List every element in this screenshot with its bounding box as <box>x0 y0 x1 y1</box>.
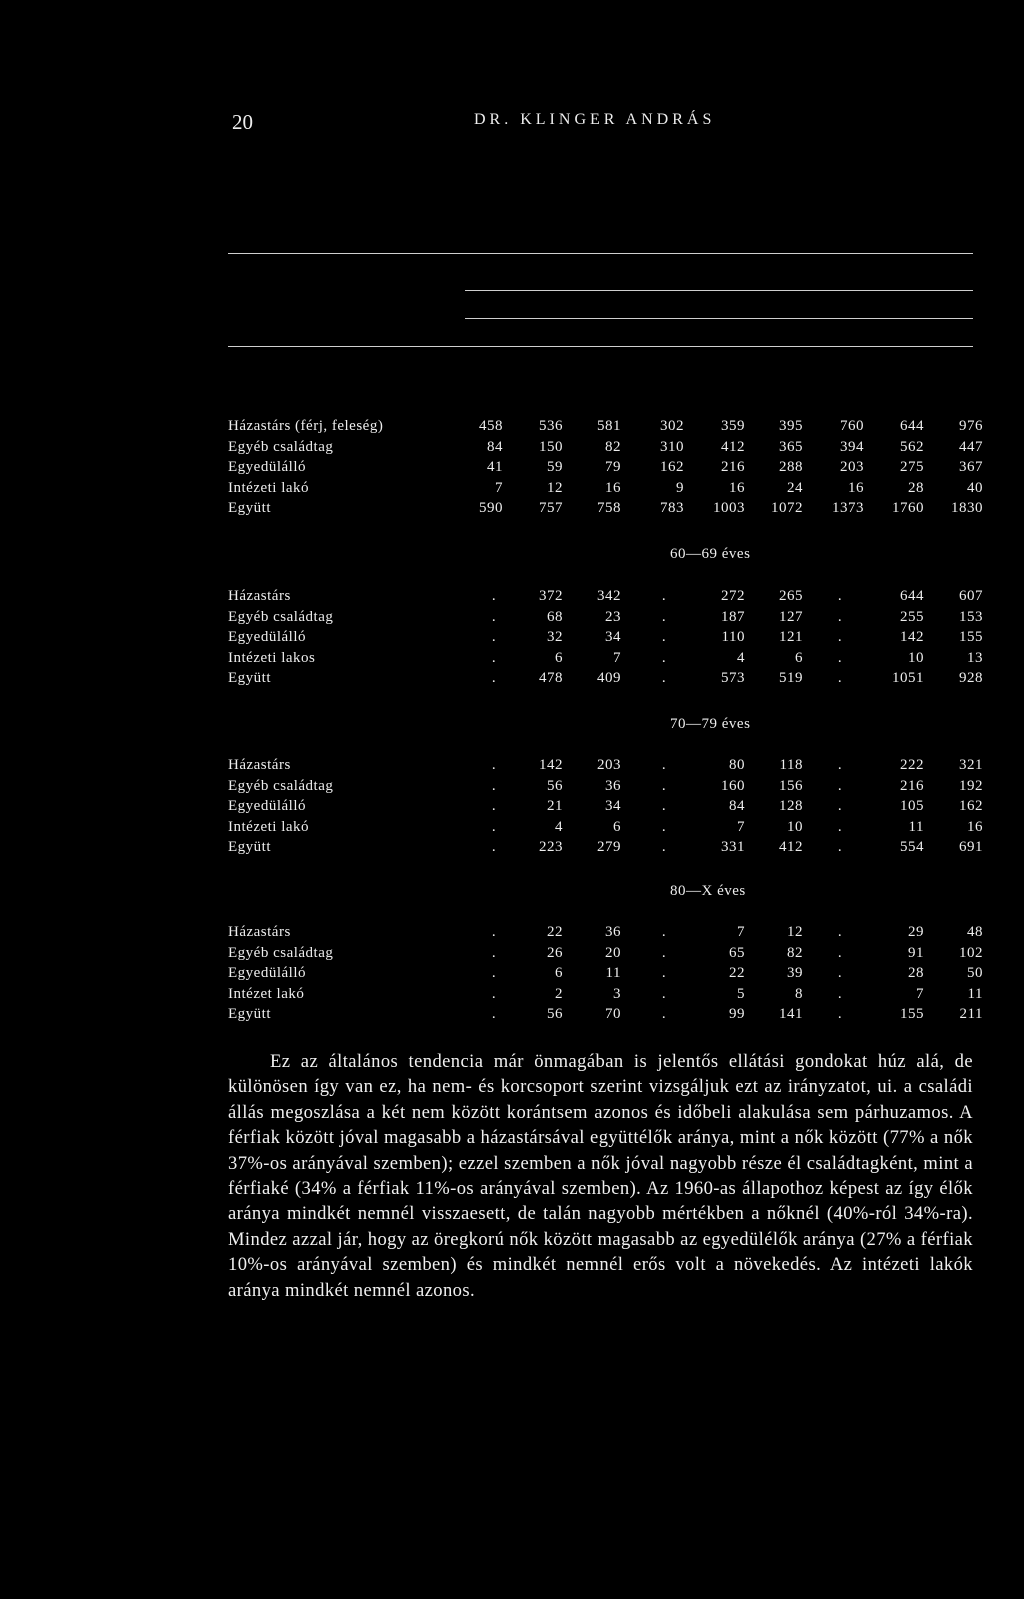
cell-value: 65 <box>729 944 745 961</box>
cell-value: 1072 <box>771 500 803 516</box>
missing-value-dot: . <box>491 1006 497 1022</box>
missing-value-dot: . <box>661 670 667 686</box>
missing-value-dot: . <box>837 798 843 814</box>
body-text <box>228 1049 973 1303</box>
missing-value-dot: . <box>837 944 843 961</box>
cell-value: 7 <box>613 649 621 666</box>
missing-value-dot: . <box>661 985 667 1002</box>
cell-value: 554 <box>900 839 924 855</box>
running-head-author: DR. KLINGER ANDRÁS <box>474 111 716 128</box>
cell-value: 155 <box>900 1006 924 1022</box>
cell-value: 310 <box>660 438 684 455</box>
row-label: Egyedülálló <box>228 459 306 475</box>
missing-value-dot: . <box>837 629 843 645</box>
cell-value: 29 <box>908 924 924 940</box>
cell-value: 3 <box>613 985 621 1002</box>
cell-value: 84 <box>729 798 745 814</box>
cell-value: 16 <box>605 479 621 496</box>
row-label: Intézeti lakos <box>228 649 316 666</box>
cell-value: 395 <box>779 418 803 434</box>
cell-value: 160 <box>721 777 745 794</box>
cell-value: 84 <box>487 438 503 455</box>
table-row <box>0 480 1024 500</box>
missing-value-dot: . <box>661 924 667 940</box>
table-row <box>0 418 1024 438</box>
cell-value: 141 <box>779 1006 803 1022</box>
cell-value: 203 <box>597 757 621 773</box>
cell-value: 458 <box>479 418 503 434</box>
cell-value: 331 <box>721 839 745 855</box>
cell-value: 581 <box>597 418 621 434</box>
cell-value: 211 <box>959 1006 983 1022</box>
cell-value: 192 <box>959 777 983 794</box>
row-label: Intézeti lakó <box>228 818 310 835</box>
cell-value: 34 <box>605 629 621 645</box>
cell-value: 36 <box>605 924 621 940</box>
missing-value-dot: . <box>491 757 497 773</box>
missing-value-dot: . <box>661 588 667 604</box>
cell-value: 155 <box>959 629 983 645</box>
table-row <box>0 588 1024 608</box>
section-title: 70—79 éves <box>670 716 751 732</box>
cell-value: 162 <box>660 459 684 475</box>
body-paragraph: Ez az általános tendencia már önmagában is jelentős ellátási gondokat húz alá, de különösen így van ez, ha nem- és korcsoport szerint vizsgáljuk ezt az irányzatot, ui. a családi állás megoszlása a két nem között korántsem azonos és időbeli alakulása sem párhuzamos. A férfiak között jóval magasabb a házastársával együttélők aránya, mint a nők között (77% a nők 37%-os arányával szemben); ezzel szemben a nők jóval nagyobb része él családtagként, mint a férfiaké (34% a férfiak 11%-os arányával szemben). Az 1960-as állapothoz képest az így élők aránya mindkét nemnél visszaesett, de talán nagyobb mértékben a nőknél (40%-ról 34%-ra). Mindez azzal jár, hogy az öregkorú nők között magasabb az egyedülélők aránya (27% a férfiak 10%-os arányával szemben) és mindkét nemnél erős volt a növekedés. Az intézeti lakók aránya mindkét nemnél azonos. <box>228 1051 973 1301</box>
cell-value: 7 <box>495 479 503 496</box>
cell-value: 1051 <box>892 670 924 686</box>
cell-value: 28 <box>908 965 924 981</box>
missing-value-dot: . <box>661 798 667 814</box>
cell-value: 102 <box>959 944 983 961</box>
cell-value: 68 <box>547 608 563 625</box>
missing-value-dot: . <box>491 777 497 794</box>
missing-value-dot: . <box>661 818 667 835</box>
missing-value-dot: . <box>837 608 843 625</box>
table-row <box>0 819 1024 839</box>
cell-value: 127 <box>779 608 803 625</box>
row-label: Intézeti lakó <box>228 479 310 496</box>
row-label: Házastárs (férj, feleség) <box>228 418 384 434</box>
cell-value: 6 <box>613 818 621 835</box>
cell-value: 26 <box>547 944 563 961</box>
missing-value-dot: . <box>491 670 497 686</box>
cell-value: 187 <box>721 608 745 625</box>
cell-value: 4 <box>555 818 563 835</box>
missing-value-dot: . <box>837 839 843 855</box>
missing-value-dot: . <box>837 924 843 940</box>
cell-value: 321 <box>959 757 983 773</box>
row-label: Egyedülálló <box>228 965 306 981</box>
section-title: 80—X éves <box>670 883 746 899</box>
table-row <box>0 778 1024 798</box>
cell-value: 22 <box>729 965 745 981</box>
cell-value: 7 <box>737 924 745 940</box>
section-title: 60—69 éves <box>670 546 751 562</box>
cell-value: 222 <box>900 757 924 773</box>
missing-value-dot: . <box>837 965 843 981</box>
cell-value: 34 <box>605 798 621 814</box>
cell-value: 7 <box>737 818 745 835</box>
cell-value: 82 <box>605 438 621 455</box>
cell-value: 367 <box>959 459 983 475</box>
cell-value: 928 <box>959 670 983 686</box>
cell-value: 412 <box>721 438 745 455</box>
cell-value: 16 <box>729 479 745 496</box>
cell-value: 519 <box>779 670 803 686</box>
row-label: Házastárs <box>228 588 291 604</box>
missing-value-dot: . <box>661 1006 667 1022</box>
table-row <box>0 839 1024 859</box>
missing-value-dot: . <box>661 944 667 961</box>
cell-value: 7 <box>916 985 924 1002</box>
cell-value: 12 <box>547 479 563 496</box>
row-label: Együtt <box>228 500 271 516</box>
cell-value: 478 <box>539 670 563 686</box>
cell-value: 2 <box>555 985 563 1002</box>
table-row <box>0 798 1024 818</box>
cell-value: 590 <box>479 500 503 516</box>
cell-value: 41 <box>487 459 503 475</box>
cell-value: 10 <box>908 649 924 666</box>
cell-value: 976 <box>959 418 983 434</box>
cell-value: 156 <box>779 777 803 794</box>
cell-value: 757 <box>539 500 563 516</box>
cell-value: 223 <box>539 839 563 855</box>
cell-value: 1830 <box>951 500 983 516</box>
cell-value: 21 <box>547 798 563 814</box>
table-row <box>0 965 1024 985</box>
cell-value: 279 <box>597 839 621 855</box>
missing-value-dot: . <box>491 965 497 981</box>
row-label: Intézet lakó <box>228 985 305 1002</box>
cell-value: 288 <box>779 459 803 475</box>
table-row <box>0 986 1024 1006</box>
cell-value: 142 <box>900 629 924 645</box>
cell-value: 216 <box>900 777 924 794</box>
cell-value: 12 <box>787 924 803 940</box>
missing-value-dot: . <box>837 777 843 794</box>
missing-value-dot: . <box>837 649 843 666</box>
cell-value: 1760 <box>892 500 924 516</box>
cell-value: 79 <box>605 459 621 475</box>
cell-value: 24 <box>787 479 803 496</box>
cell-value: 203 <box>840 459 864 475</box>
cell-value: 150 <box>539 438 563 455</box>
cell-value: 48 <box>967 924 983 940</box>
row-label: Egyéb családtag <box>228 777 334 794</box>
missing-value-dot: . <box>837 1006 843 1022</box>
table-row <box>0 757 1024 777</box>
row-label: Együtt <box>228 670 271 686</box>
cell-value: 691 <box>959 839 983 855</box>
row-label: Egyedülálló <box>228 629 306 645</box>
table-row <box>0 629 1024 649</box>
missing-value-dot: . <box>661 777 667 794</box>
cell-value: 758 <box>597 500 621 516</box>
cell-value: 409 <box>597 670 621 686</box>
cell-value: 50 <box>967 965 983 981</box>
missing-value-dot: . <box>491 588 497 604</box>
table-row <box>0 500 1024 520</box>
cell-value: 412 <box>779 839 803 855</box>
cell-value: 275 <box>900 459 924 475</box>
cell-value: 80 <box>729 757 745 773</box>
cell-value: 128 <box>779 798 803 814</box>
cell-value: 6 <box>555 649 563 666</box>
cell-value: 6 <box>555 965 563 981</box>
cell-value: 359 <box>721 418 745 434</box>
cell-value: 32 <box>547 629 563 645</box>
row-label: Egyéb családtag <box>228 608 334 625</box>
cell-value: 110 <box>721 629 745 645</box>
row-label: Együtt <box>228 839 271 855</box>
cell-value: 13 <box>967 649 983 666</box>
missing-value-dot: . <box>661 757 667 773</box>
cell-value: 9 <box>676 479 684 496</box>
cell-value: 265 <box>779 588 803 604</box>
row-label: Házastárs <box>228 757 291 773</box>
cell-value: 99 <box>729 1006 745 1022</box>
missing-value-dot: . <box>661 965 667 981</box>
cell-value: 82 <box>787 944 803 961</box>
row-label: Egyéb családtag <box>228 438 334 455</box>
cell-value: 70 <box>605 1006 621 1022</box>
missing-value-dot: . <box>661 649 667 666</box>
cell-value: 536 <box>539 418 563 434</box>
cell-value: 760 <box>840 418 864 434</box>
cell-value: 1373 <box>832 500 864 516</box>
cell-value: 644 <box>900 588 924 604</box>
cell-value: 91 <box>908 944 924 961</box>
missing-value-dot: . <box>837 588 843 604</box>
cell-value: 16 <box>848 479 864 496</box>
missing-value-dot: . <box>837 818 843 835</box>
table-row <box>0 924 1024 944</box>
cell-value: 783 <box>660 500 684 516</box>
missing-value-dot: . <box>491 649 497 666</box>
row-label: Egyéb családtag <box>228 944 334 961</box>
table-row <box>0 439 1024 459</box>
table-row <box>0 650 1024 670</box>
cell-value: 1003 <box>713 500 745 516</box>
cell-value: 59 <box>547 459 563 475</box>
cell-value: 23 <box>605 608 621 625</box>
missing-value-dot: . <box>661 608 667 625</box>
missing-value-dot: . <box>491 798 497 814</box>
table-row <box>0 670 1024 690</box>
table-row <box>0 1006 1024 1026</box>
cell-value: 255 <box>900 608 924 625</box>
row-label: Házastárs <box>228 924 291 940</box>
missing-value-dot: . <box>837 985 843 1002</box>
cell-value: 105 <box>900 798 924 814</box>
cell-value: 11 <box>967 985 983 1002</box>
cell-value: 22 <box>547 924 563 940</box>
missing-value-dot: . <box>491 944 497 961</box>
cell-value: 272 <box>721 588 745 604</box>
cell-value: 118 <box>779 757 803 773</box>
missing-value-dot: . <box>661 629 667 645</box>
cell-value: 121 <box>779 629 803 645</box>
missing-value-dot: . <box>837 757 843 773</box>
missing-value-dot: . <box>491 924 497 940</box>
missing-value-dot: . <box>491 629 497 645</box>
cell-value: 302 <box>660 418 684 434</box>
cell-value: 10 <box>787 818 803 835</box>
cell-value: 56 <box>547 1006 563 1022</box>
cell-value: 6 <box>795 649 803 666</box>
cell-value: 372 <box>539 588 563 604</box>
cell-value: 28 <box>908 479 924 496</box>
row-label: Egyedülálló <box>228 798 306 814</box>
missing-value-dot: . <box>661 839 667 855</box>
cell-value: 36 <box>605 777 621 794</box>
cell-value: 11 <box>605 965 621 981</box>
cell-value: 573 <box>721 670 745 686</box>
cell-value: 20 <box>605 944 621 961</box>
row-label: Együtt <box>228 1006 271 1022</box>
cell-value: 5 <box>737 985 745 1002</box>
cell-value: 644 <box>900 418 924 434</box>
cell-value: 562 <box>900 438 924 455</box>
cell-value: 216 <box>721 459 745 475</box>
table-row <box>0 945 1024 965</box>
missing-value-dot: . <box>491 608 497 625</box>
table-row <box>0 459 1024 479</box>
cell-value: 8 <box>795 985 803 1002</box>
cell-value: 4 <box>737 649 745 666</box>
table-row <box>0 609 1024 629</box>
cell-value: 40 <box>967 479 983 496</box>
cell-value: 365 <box>779 438 803 455</box>
cell-value: 16 <box>967 818 983 835</box>
cell-value: 39 <box>787 965 803 981</box>
missing-value-dot: . <box>491 839 497 855</box>
page-number: 20 <box>232 110 253 134</box>
cell-value: 56 <box>547 777 563 794</box>
missing-value-dot: . <box>491 818 497 835</box>
cell-value: 153 <box>959 608 983 625</box>
missing-value-dot: . <box>837 670 843 686</box>
missing-value-dot: . <box>491 985 497 1002</box>
cell-value: 394 <box>840 438 864 455</box>
cell-value: 162 <box>959 798 983 814</box>
cell-value: 11 <box>908 818 924 835</box>
cell-value: 142 <box>539 757 563 773</box>
cell-value: 607 <box>959 588 983 604</box>
cell-value: 447 <box>959 438 983 455</box>
cell-value: 342 <box>597 588 621 604</box>
